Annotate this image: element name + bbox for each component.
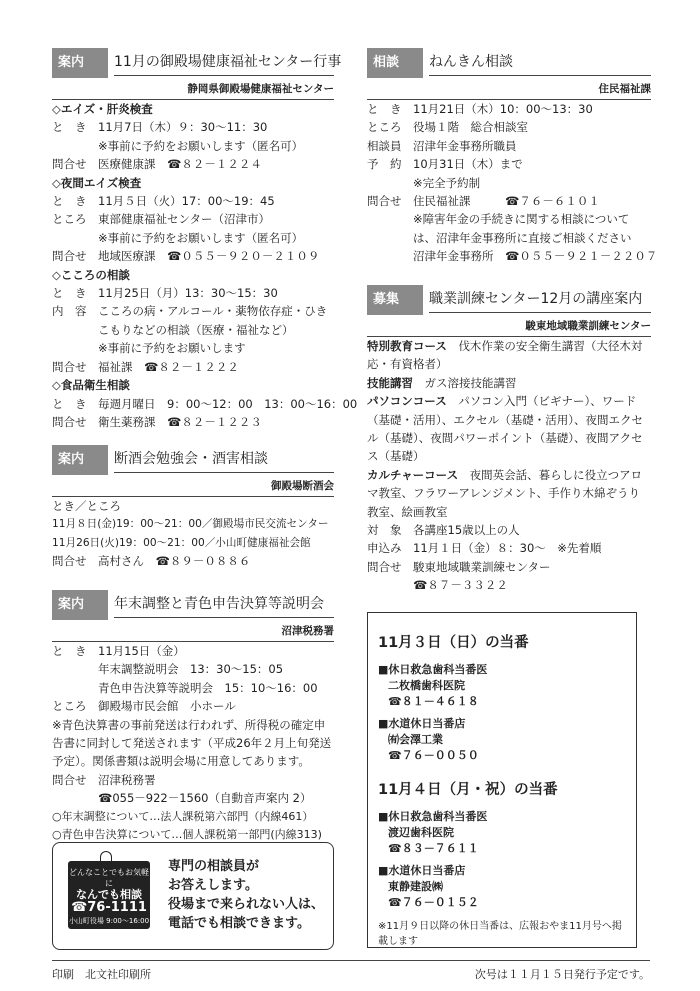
section-organizer: 住民福祉課 <box>598 83 651 95</box>
section-organizer: 沼津税務署 <box>281 625 334 637</box>
section-tag: 案内 <box>52 48 108 78</box>
section-title: 11月の御殿場健康福祉センター行事 <box>114 54 342 70</box>
duty-heading: 11月３日（日）の当番 <box>378 635 529 651</box>
section-tag: 募集 <box>367 285 423 315</box>
job-training-section: 募集 職業訓練センター12月の講座案内 駿東地域職業訓練センター 特別教育コース 伐木作業の安全衛生講習（大径木対応・有資格者） 技能講習 ガス溶接技能講習 パソコンコース パソコン入門（ビギナー）、ワード（基礎・活用）、エクセル（基礎・活用）、夜間エクセル（基礎）、夜間パワーポイント（基礎）、夜間アクセス（基礎） カルチャーコース 夜間英会話、暮らしに役立つアロマ教室、フラワーアレンジメント、手作り木綿ぞうり教室、絵画教室 対 象 各講座15歳以上の人 申込み 11月１日（金）８：30～ ※先着順 問合せ 駿東地域職業訓練センター ☎８７－３３２２ <box>367 285 651 595</box>
section-title: 断酒会勉強会・酒害相談 <box>114 451 268 467</box>
section-title: ねんきん相談 <box>429 54 513 70</box>
footer-next-issue: 次号は１１月１５日発行予定です。 <box>474 968 650 981</box>
list-item: ■休日救急歯科当番医 渡辺歯科医院 ☎８３－７６１１ <box>378 810 488 855</box>
health-center-section: 案内 11月の御殿場健康福祉センター行事 静岡県御殿場健康福祉センター ◇エイズ・肝炎検査 と き 11月7日（木）９：30～11：30 ※事前に予約をお願いします（匿名可） 問合せ 医療健康課 ☎８２－１２２４ ◇夜間エイズ検査 と き 11月５日（火）17：00～19：45 ところ 東部健康福祉センター（沼津市） ※事前に予約をお願いします（匿名可） 問合せ 地域医療課 ☎０５５－９２０－２１０９ ◇こころの相談 と き 11月25日（月）13：30～15：30 内 容 こころの病・アルコール・薬物依存症・ひきこもりなどの相談（医療・福祉など） ※事前に予約をお願いします 問合せ 福祉課 ☎８２－１２２２ ◇食品衛生相談 と き 毎週月曜日 9：00～12：00 13：00～16：00 問合せ 衛生薬務課 ☎８２－１２２３ <box>52 48 334 431</box>
subsection-heading: ◇こころの相談 <box>52 267 130 282</box>
section-title: 職業訓練センター12月の講座案内 <box>429 291 643 307</box>
pension-section: 相談 ねんきん相談 住民福祉課 と き 11月21日（木）10：00～13：30 ところ 役場１階 総合相談室 相談員 沼津年金事務所職員 予 約 10月31日（木）まで ※完全予約制 問合せ 住民福祉課 ☎７６－６１０１ ※障害年金の手続きに関する相談については、沼津年金事務所に直接ご相談ください 沼津年金事務所 ☎０５５－９２１－２２０７ <box>367 48 651 266</box>
list-item: ■休日救急歯科当番医 二枚橋歯科医院 ☎８１－４６１８ <box>378 663 488 708</box>
section-tag: 相談 <box>367 48 423 78</box>
sobriety-section: 案内 断酒会勉強会・酒害相談 御殿場断酒会 とき／ところ 11月８日(金)19：00～21：00／御殿場市民交流センター 11月26日(火)19：00～21：00／小山町健康福祉会館 問合せ 高村さん ☎８９－０８８６ <box>52 445 334 571</box>
section-title: 年末調整と青色申告決算等説明会 <box>114 596 324 612</box>
list-item: ■水道休日当番店 ㈲会澤工業 ☎７６－００５０ <box>378 717 479 762</box>
phone-icon: ☎76-1111 <box>71 900 147 915</box>
tax-seminar-section: 案内 年末調整と青色申告決算等説明会 沼津税務署 と き 11月15日（金） 年末調整説明会 13：30～15：05 青色申告決算等説明会 15：10～16：00 ところ 御殿場市民会館 小ホール ※青色決算書の事前発送は行われず、所得税の確定申告書に同封して発送されます（平成26年２月上旬発送予定）。関係書類は説明会場に用意してあります。 問合せ 沼津税務署 ☎055－922－1560（自動音声案内 2） ○年末調整について…法人課税第六部門（内線461） ○青色申告決算について…個人課税第一部門(内線313) <box>52 590 334 844</box>
duty-note: ※11月９日以降の休日当番は、広報おやま11月号へ掲載します <box>378 921 622 947</box>
subsection-heading: ◇食品衛生相談 <box>52 378 130 393</box>
holiday-duty-box <box>367 612 637 948</box>
section-organizer: 御殿場断酒会 <box>271 480 334 492</box>
phone-consultation-box <box>52 842 334 950</box>
footer-divider <box>52 960 650 961</box>
section-tag: 案内 <box>52 590 108 620</box>
duty-heading: 11月４日（月・祝）の当番 <box>378 782 558 798</box>
consultation-text: 専門の相談員が お答えします。 役場まで来られない人は、 電話でも相談できます。 <box>168 859 325 931</box>
list-item: ■水道休日当番店 東静建設㈱ ☎７６－０１５２ <box>378 864 479 909</box>
section-organizer: 駿東地域職業訓練センター <box>525 320 651 332</box>
phone-sign: どんなことでもお気軽に なんでも相談 ☎76-1111 小山町役場 9:00～16:00 <box>68 861 150 929</box>
section-organizer: 静岡県御殿場健康福祉センター <box>187 83 334 95</box>
subsection-heading: ◇エイズ・肝炎検査 <box>52 102 153 116</box>
subsection-heading: ◇夜間エイズ検査 <box>52 175 142 190</box>
footer-printer: 印刷 北文社印刷所 <box>52 968 151 981</box>
section-tag: 案内 <box>52 445 108 475</box>
